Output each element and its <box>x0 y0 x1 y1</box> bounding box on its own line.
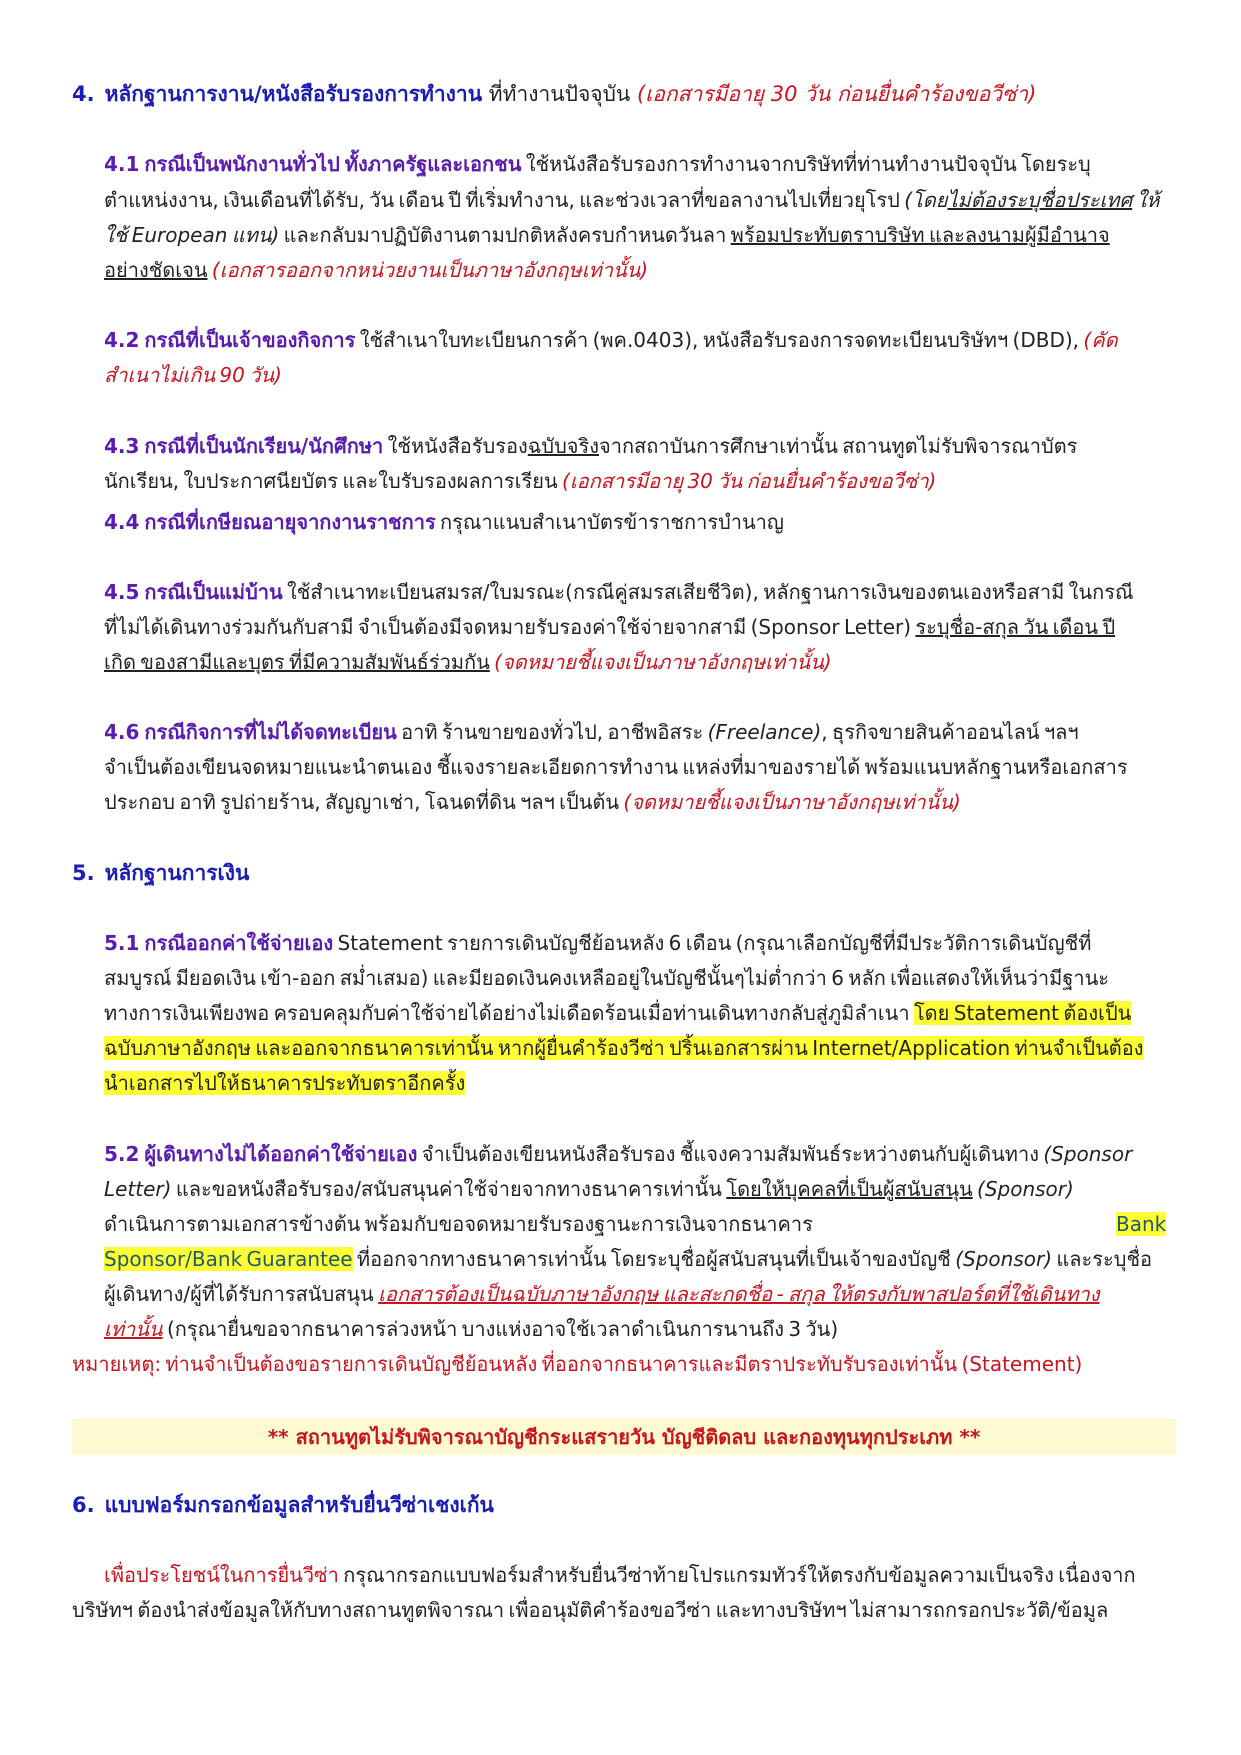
s4-6-line-2: จำเป็นต้องเขียนจดหมายแนะนำตนเอง ชี้แจงรายละเอียดการทำงาน แหล่งที่มาของรายได้ พร้อมแนบหลักฐานหรือเอกสาร <box>104 755 1128 779</box>
section-6-title: แบบฟอร์มกรอกข้อมูลสำหรับยื่นวีซ่าเชงเก้น <box>104 1493 494 1517</box>
s4-2-label: 4.2 กรณีที่เป็นเจ้าของกิจการ <box>104 328 356 352</box>
s4-5-line-3: เกิด ของสามีและบุตร ที่มีความสัมพันธ์ร่วมกัน (จดหมายชี้แจงเป็นภาษาอังกฤษเท่านั้น) <box>104 650 832 674</box>
s4-6-label: 4.6 กรณีกิจการที่ไม่ได้จดทะเบียน <box>104 720 397 744</box>
s4-1-label: 4.1 กรณีเป็นพนักงานทั่วไป ทั้งภาครัฐและเอกชน <box>104 152 522 176</box>
s5-1-line-3: ทางการเงินเพียงพอ ครอบคลุมกับค่าใช้จ่ายได้อย่างไม่เดือดร้อนเมื่อท่านเดินทางกลับสู่ภูมิลำเนา โดย Statement ต้องเป็น <box>104 1001 1132 1025</box>
s5-1-line-5: นำเอกสารไปให้ธนาคารประทับตราอีกครั้ง <box>104 1071 466 1095</box>
s4-4-line-1: 4.4 กรณีที่เกษียณอายุจากงานราชการ กรุณาแนบสำเนาบัตรข้าราชการบำนาญ <box>104 510 784 534</box>
section-4-title-rest: ที่ทำงานปัจจุบัน <box>482 82 637 106</box>
section-6-number: 6. <box>72 1493 95 1517</box>
s4-4-label: 4.4 กรณีที่เกษียณอายุจากงานราชการ <box>104 510 436 534</box>
s6-line-1: เพื่อประโยชน์ในการยื่นวีซ่า กรุณากรอกแบบฟอร์มสำหรับยื่นวีซ่าท้ายโปรแกรมทัวร์ให้ตรงกับข้อมูลความเป็นจริง เนื่องจาก <box>104 1563 1136 1587</box>
s4-6-line-1: 4.6 กรณีกิจการที่ไม่ได้จดทะเบียน อาทิ ร้านขายของทั่วไป, อาชีพอิสระ (Freelance), ธุรกิจขายสินค้าออนไลน์ ฯลฯ <box>104 720 1079 744</box>
s6-line-2: บริษัทฯ ต้องนำส่งข้อมูลให้กับทางสถานทูตพิจารณา เพื่ออนุมัติคำร้องขอวีซ่า และทางบริษัทฯ ไม่สามารถกรอกประวัติ/ข้อมูล <box>72 1598 1109 1622</box>
s4-2-line-1: 4.2 กรณีที่เป็นเจ้าของกิจการ ใช้สำเนาใบทะเบียนการค้า (พค.0403), หนังสือรับรองการจดทะเบียนบริษัทฯ (DBD), (คัด <box>104 328 1118 352</box>
s4-1-line-2: ตำแหน่งงาน, เงินเดือนที่ได้รับ, วัน เดือน ปี ที่เริ่มทำงาน, และช่วงเวลาที่ขอลางานไปเที่ยวยุโรป (โดยไม่ต้องระบุชื่อประเทศ ให้ <box>104 188 1160 212</box>
s4-3-line-2: นักเรียน, ใบประกาศนียบัตร และใบรับรองผลการเรียน (เอกสารมีอายุ 30 วัน ก่อนยื่นคำร้องขอวีซ่า) <box>104 469 937 493</box>
s5-2-line-6: เท่านั้น (กรุณายื่นขอจากธนาคารล่วงหน้า บางแห่งอาจใช้เวลาดำเนินการนานถึง 3 วัน) <box>104 1317 839 1341</box>
warning-banner-text: ** สถานทูตไม่รับพิจารณาบัญชีกระแสรายวัน บัญชีติดลบ และกองทุนทุกประเภท ** <box>267 1425 981 1449</box>
s4-1-line-4: อย่างชัดเจน (เอกสารออกจากหน่วยงานเป็นภาษาอังกฤษเท่านั้น) <box>104 258 649 282</box>
section-4-validity-note: (เอกสารมีอายุ 30 วัน ก่อนยื่นคำร้องขอวีซ่า) <box>636 82 1037 106</box>
s5-1-line-1: 5.1 กรณีออกค่าใช้จ่ายเอง Statement รายการเดินบัญชีย้อนหลัง 6 เดือน (กรุณาเลือกบัญชีที่มีประวัติการเดินบัญชีที่ <box>104 931 1092 955</box>
section-5-number: 5. <box>72 861 95 885</box>
s5-2-label: 5.2 ผู้เดินทางไม่ได้ออกค่าใช้จ่ายเอง <box>104 1142 418 1166</box>
s4-3-line-1: 4.3 กรณีที่เป็นนักเรียน/นักศึกษา ใช้หนังสือรับรองฉบับจริงจากสถาบันการศึกษาเท่านั้น สถานทูตไม่รับพิจารณาบัตร <box>104 434 1078 458</box>
s4-5-line-2: ที่ไม่ได้เดินทางร่วมกันกับสามี จำเป็นต้องมีจดหมายรับรองค่าใช้จ่ายจากสามี (Sponsor Letter) ระบุชื่อ-สกุล วัน เดือน ปี <box>104 615 1116 639</box>
s5-2-line-4: Sponsor/Bank Guarantee ที่ออกจากทางธนาคารเท่านั้น โดยระบุชื่อผู้สนับสนุนที่เป็นเจ้าของบัญชี (Sponsor) และระบุชื่อ <box>104 1247 1153 1271</box>
section-5-title: หลักฐานการเงิน <box>104 861 250 885</box>
s5-2-line-2: Letter) และขอหนังสือรับรอง/สนับสนุนค่าใช้จ่ายจากทางธนาคารเท่านั้น โดยให้บุคคลที่เป็นผู้สนับสนุน (Sponsor) <box>104 1177 1074 1201</box>
s5-1-line-2: สมบูรณ์ มียอดเงิน เข้า-ออก สม่ำเสมอ) และมียอดเงินคงเหลืออยู่ในบัญชีนั้นๆไม่ต่ำกว่า 6 หลัก เพื่อแสดงให้เห็นว่ามีฐานะ <box>104 966 1110 990</box>
s4-5-line-1: 4.5 กรณีเป็นแม่บ้าน ใช้สำเนาทะเบียนสมรส/ใบมรณะ(กรณีคู่สมรสเสียชีวิต), หลักฐานการเงินของตนเองหรือสามี ในกรณี <box>104 580 1134 604</box>
s5-2-line-3: ดำเนินการตามเอกสารข้างต้น พร้อมกับขอจดหมายรับรองฐานะการเงินจากธนาคาร <box>104 1212 813 1236</box>
s4-3-label: 4.3 กรณีที่เป็นนักเรียน/นักศึกษา <box>104 434 384 458</box>
section-6-heading <box>72 1487 494 1523</box>
s4-1-line-1: 4.1 กรณีเป็นพนักงานทั่วไป ทั้งภาครัฐและเอกชน ใช้หนังสือรับรองการทำงานจากบริษัทที่ท่านทำงานปัจจุบัน โดยระบุ <box>104 152 1091 176</box>
section-4-title: หลักฐานการงาน/หนังสือรับรองการทำงาน <box>104 82 483 106</box>
s4-6-line-3: ประกอบ อาทิ รูปถ่ายร้าน, สัญญาเช่า, โฉนดที่ดิน ฯลฯ เป็นต้น (จดหมายชี้แจงเป็นภาษาอังกฤษเท่านั้น) <box>104 790 961 814</box>
statement-note: หมายเหตุ: ท่านจำเป็นต้องขอรายการเดินบัญชีย้อนหลัง ที่ออกจากธนาคารและมีตราประทับรับรองเท่านั้น (Statement) <box>72 1352 1083 1376</box>
s4-1-line-3: ใช้ European แทน) และกลับมาปฏิบัติงานตามปกติหลังครบกำหนดวันลา พร้อมประทับตราบริษัท และลงนามผู้มีอำนาจ <box>104 223 1110 247</box>
section-4-heading <box>72 76 1036 112</box>
s5-2-line-1: 5.2 ผู้เดินทางไม่ได้ออกค่าใช้จ่ายเอง จำเป็นต้องเขียนหนังสือรับรอง ชี้แจงความสัมพันธ์ระหว่างตนกับผู้เดินทาง (Sponsor <box>104 1142 1133 1166</box>
s5-1-label: 5.1 กรณีออกค่าใช้จ่ายเอง <box>104 931 334 955</box>
section-4-number: 4. <box>72 82 95 106</box>
s5-2-line-5: ผู้เดินทาง/ผู้ที่ได้รับการสนับสนุน เอกสารต้องเป็นฉบับภาษาอังกฤษ และสะกดชื่อ - สกุล ให้ตรงกับพาสปอร์ตที่ใช้เดินทาง <box>104 1282 1100 1306</box>
s5-1-line-4: ฉบับภาษาอังกฤษ และออกจากธนาคารเท่านั้น หากผู้ยื่นคำร้องวีซ่า ปริ้นเอกสารผ่าน Internet/Application ท่านจำเป็นต้อง <box>104 1036 1144 1060</box>
s4-5-label: 4.5 กรณีเป็นแม่บ้าน <box>104 580 283 604</box>
section-5-heading <box>72 855 249 891</box>
s5-2-line-3-bank: Bank <box>1116 1212 1167 1236</box>
s4-2-line-2: สำเนาไม่เกิน 90 วัน) <box>104 363 282 387</box>
